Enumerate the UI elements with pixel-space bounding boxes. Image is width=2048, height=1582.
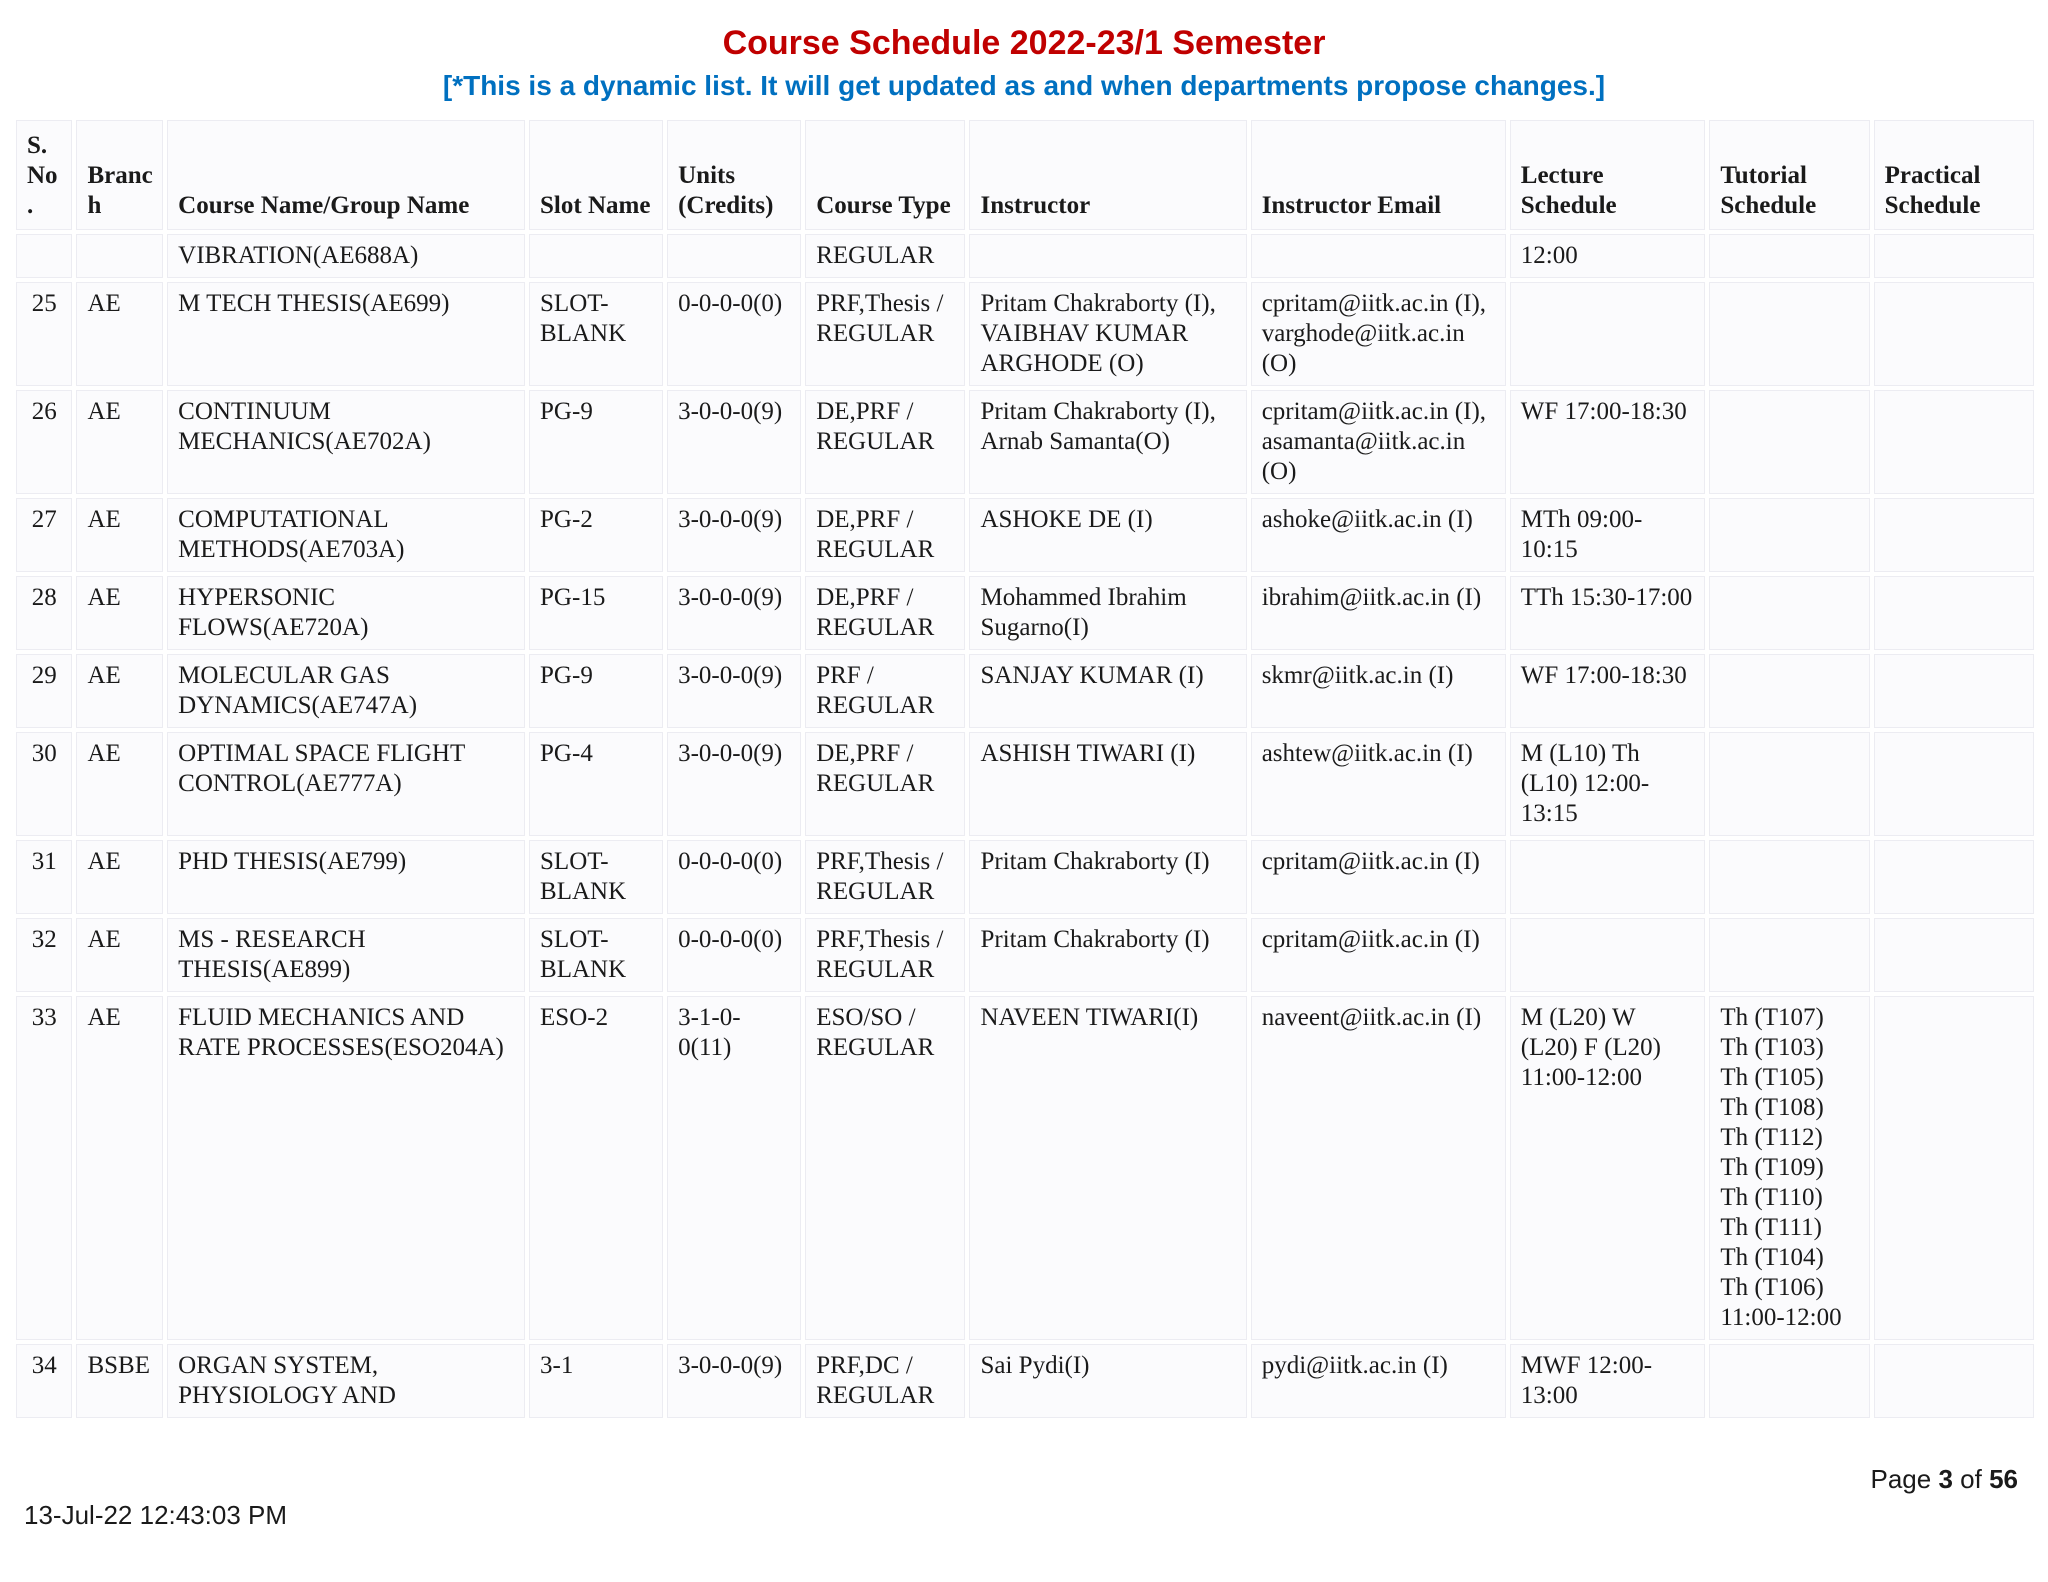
cell-lecture [1510, 840, 1706, 914]
cell-slot: PG-4 [529, 732, 663, 836]
cell-email: cpritam@iitk.ac.in (I), varghode@iitk.ac.in (O) [1251, 282, 1506, 386]
cell-lecture: WF 17:00-18:30 [1510, 654, 1706, 728]
tutorial-slot: Th (T106) [1720, 1274, 1824, 1301]
cell-sno: 34 [16, 1344, 72, 1418]
cell-branch: AE [76, 840, 163, 914]
cell-type: PRF / REGULAR [805, 654, 965, 728]
col-header-sno: S. No. [16, 120, 72, 230]
cell-tutorial [1709, 234, 1869, 278]
cell-units: 3-0-0-0(9) [667, 1344, 801, 1418]
cell-tutorial [1709, 840, 1869, 914]
cell-type: PRF,Thesis / REGULAR [805, 840, 965, 914]
tutorial-slot: Th (T108) [1720, 1094, 1824, 1121]
cell-course: OPTIMAL SPACE FLIGHT CONTROL(AE777A) [167, 732, 525, 836]
cell-course: HYPERSONIC FLOWS(AE720A) [167, 576, 525, 650]
cell-tutorial [1709, 996, 1869, 1340]
cell-tutorial [1709, 576, 1869, 650]
cell-instructor: Pritam Chakraborty (I), Arnab Samanta(O) [969, 390, 1246, 494]
table-row [16, 918, 2034, 992]
cell-tutorial [1709, 282, 1869, 386]
cell-lecture: MWF 12:00-13:00 [1510, 1344, 1706, 1418]
print-timestamp: 13-Jul-22 12:43:03 PM [24, 1500, 288, 1530]
cell-units: 0-0-0-0(0) [667, 918, 801, 992]
cell-sno: 28 [16, 576, 72, 650]
document-subtitle: [*This is a dynamic list. It will get updated as and when departments propose changes.] [442, 70, 1606, 101]
tutorial-slot: Th (T103) [1720, 1034, 1824, 1061]
cell-email: cpritam@iitk.ac.in (I), asamanta@iitk.ac.in (O) [1251, 390, 1506, 494]
cell-email: ibrahim@iitk.ac.in (I) [1251, 576, 1506, 650]
cell-branch: AE [76, 918, 163, 992]
cell-instructor: SANJAY KUMAR (I) [969, 654, 1246, 728]
cell-lecture: WF 17:00-18:30 [1510, 390, 1706, 494]
table-row [16, 390, 2034, 494]
cell-instructor: ASHOKE DE (I) [969, 498, 1246, 572]
cell-sno: 30 [16, 732, 72, 836]
cell-sno [16, 234, 72, 278]
tutorial-slot: 11:00-12:00 [1720, 1304, 1842, 1331]
cell-slot: ESO-2 [529, 996, 663, 1340]
cell-course: MOLECULAR GAS DYNAMICS(AE747A) [167, 654, 525, 728]
cell-slot: PG-2 [529, 498, 663, 572]
cell-sno: 25 [16, 282, 72, 386]
cell-practical [1874, 732, 2034, 836]
cell-email [1251, 234, 1506, 278]
cell-instructor: NAVEEN TIWARI(I) [969, 996, 1246, 1340]
col-header-course: Course Name/Group Name [167, 120, 525, 230]
cell-email: cpritam@iitk.ac.in (I) [1251, 840, 1506, 914]
cell-practical [1874, 996, 2034, 1340]
cell-instructor: Mohammed Ibrahim Sugarno(I) [969, 576, 1246, 650]
table-row [16, 234, 2034, 278]
cell-lecture: M (L20) W (L20) F (L20) 11:00-12:00 [1510, 996, 1706, 1340]
col-header-practical: Practical Schedule [1874, 120, 2034, 230]
cell-lecture: TTh 15:30-17:00 [1510, 576, 1706, 650]
cell-instructor: Pritam Chakraborty (I) [969, 918, 1246, 992]
cell-branch: AE [76, 576, 163, 650]
cell-units [667, 234, 801, 278]
cell-lecture: MTh 09:00-10:15 [1510, 498, 1706, 572]
cell-tutorial [1709, 498, 1869, 572]
cell-email: ashtew@iitk.ac.in (I) [1251, 732, 1506, 836]
cell-tutorial [1709, 1344, 1869, 1418]
cell-practical [1874, 918, 2034, 992]
table-row [16, 1344, 2034, 1418]
cell-lecture [1510, 918, 1706, 992]
cell-lecture: 12:00 [1510, 234, 1706, 278]
cell-email: naveent@iitk.ac.in (I) [1251, 996, 1506, 1340]
cell-instructor: Sai Pydi(I) [969, 1344, 1246, 1418]
cell-sno: 29 [16, 654, 72, 728]
table-body [16, 234, 2034, 1418]
cell-units: 0-0-0-0(0) [667, 840, 801, 914]
cell-sno: 33 [16, 996, 72, 1340]
cell-course: MS - RESEARCH THESIS(AE899) [167, 918, 525, 992]
cell-branch: AE [76, 498, 163, 572]
col-header-units: Units (Credits) [667, 120, 801, 230]
table-row [16, 732, 2034, 836]
cell-type: PRF,Thesis / REGULAR [805, 282, 965, 386]
cell-instructor: Pritam Chakraborty (I), VAIBHAV KUMAR ARGHODE (O) [969, 282, 1246, 386]
page-prefix: Page [1870, 1464, 1932, 1494]
table-row [16, 996, 2034, 1340]
cell-email: ashoke@iitk.ac.in (I) [1251, 498, 1506, 572]
cell-type: REGULAR [805, 234, 965, 278]
tutorial-slot: Th (T104) [1720, 1244, 1824, 1271]
cell-type: PRF,Thesis / REGULAR [805, 918, 965, 992]
cell-practical [1874, 576, 2034, 650]
cell-practical [1874, 390, 2034, 494]
cell-practical [1874, 498, 2034, 572]
table-row [16, 576, 2034, 650]
cell-sno: 31 [16, 840, 72, 914]
course-schedule-table [12, 116, 2038, 1422]
cell-branch [76, 234, 163, 278]
cell-course: PHD THESIS(AE799) [167, 840, 525, 914]
cell-branch: AE [76, 390, 163, 494]
tutorial-slot: Th (T110) [1720, 1184, 1823, 1211]
cell-course: ORGAN SYSTEM, PHYSIOLOGY AND [167, 1344, 525, 1418]
cell-branch: AE [76, 282, 163, 386]
col-header-instructor: Instructor [969, 120, 1246, 230]
tutorial-slot: Th (T109) [1720, 1154, 1824, 1181]
tutorial-slot: Th (T105) [1720, 1064, 1824, 1091]
cell-practical [1874, 234, 2034, 278]
cell-units: 3-0-0-0(9) [667, 732, 801, 836]
cell-slot: SLOT-BLANK [529, 282, 663, 386]
cell-units: 3-1-0-0(11) [667, 996, 801, 1340]
cell-branch: BSBE [76, 1344, 163, 1418]
cell-branch: AE [76, 654, 163, 728]
cell-slot: 3-1 [529, 1344, 663, 1418]
col-header-email: Instructor Email [1251, 120, 1506, 230]
col-header-lecture: Lecture Schedule [1510, 120, 1706, 230]
cell-email: pydi@iitk.ac.in (I) [1251, 1344, 1506, 1418]
col-header-slot: Slot Name [529, 120, 663, 230]
tutorial-slot: Th (T112) [1720, 1124, 1823, 1151]
table-header-row [16, 120, 2034, 230]
cell-instructor: Pritam Chakraborty (I) [969, 840, 1246, 914]
cell-course: COMPUTATIONAL METHODS(AE703A) [167, 498, 525, 572]
table-row [16, 498, 2034, 572]
cell-sno: 26 [16, 390, 72, 494]
cell-type: DE,PRF / REGULAR [805, 732, 965, 836]
cell-type: DE,PRF / REGULAR [805, 576, 965, 650]
cell-units: 3-0-0-0(9) [667, 498, 801, 572]
cell-lecture [1510, 282, 1706, 386]
cell-slot: PG-15 [529, 576, 663, 650]
col-header-branch: Branch [76, 120, 163, 230]
cell-branch: AE [76, 996, 163, 1340]
cell-units: 3-0-0-0(9) [667, 576, 801, 650]
cell-slot: SLOT-BLANK [529, 840, 663, 914]
cell-units: 3-0-0-0(9) [667, 390, 801, 494]
cell-practical [1874, 282, 2034, 386]
table-row [16, 282, 2034, 386]
table-row [16, 840, 2034, 914]
cell-slot: PG-9 [529, 390, 663, 494]
page-current: 3 [1938, 1464, 1953, 1494]
tutorial-slot: Th (T111) [1720, 1214, 1822, 1241]
tutorial-slot: Th (T107) [1720, 1004, 1824, 1031]
cell-branch: AE [76, 732, 163, 836]
table-row [16, 654, 2034, 728]
page-number [1870, 1464, 2018, 1495]
cell-email: skmr@iitk.ac.in (I) [1251, 654, 1506, 728]
cell-units: 0-0-0-0(0) [667, 282, 801, 386]
cell-slot: PG-9 [529, 654, 663, 728]
cell-sno: 32 [16, 918, 72, 992]
cell-course: CONTINUUM MECHANICS(AE702A) [167, 390, 525, 494]
cell-course: FLUID MECHANICS AND RATE PROCESSES(ESO204A) [167, 996, 525, 1340]
cell-tutorial [1709, 732, 1869, 836]
cell-course: M TECH THESIS(AE699) [167, 282, 525, 386]
cell-type: DE,PRF / REGULAR [805, 498, 965, 572]
col-header-tutorial: Tutorial Schedule [1709, 120, 1869, 230]
cell-practical [1874, 1344, 2034, 1418]
cell-instructor: ASHISH TIWARI (I) [969, 732, 1246, 836]
cell-sno: 27 [16, 498, 72, 572]
cell-practical [1874, 654, 2034, 728]
cell-tutorial [1709, 654, 1869, 728]
cell-type: ESO/SO / REGULAR [805, 996, 965, 1340]
cell-slot [529, 234, 663, 278]
page-total: 56 [1989, 1464, 2018, 1494]
col-header-type: Course Type [805, 120, 965, 230]
cell-tutorial [1709, 918, 1869, 992]
document-title: Course Schedule 2022-23/1 Semester [722, 24, 1326, 62]
cell-practical [1874, 840, 2034, 914]
cell-type: DE,PRF / REGULAR [805, 390, 965, 494]
cell-tutorial [1709, 390, 1869, 494]
cell-course: VIBRATION(AE688A) [167, 234, 525, 278]
cell-type: PRF,DC / REGULAR [805, 1344, 965, 1418]
cell-lecture: M (L10) Th (L10) 12:00-13:15 [1510, 732, 1706, 836]
page-of: of [1960, 1464, 1982, 1494]
cell-slot: SLOT-BLANK [529, 918, 663, 992]
cell-instructor [969, 234, 1246, 278]
cell-email: cpritam@iitk.ac.in (I) [1251, 918, 1506, 992]
cell-units: 3-0-0-0(9) [667, 654, 801, 728]
